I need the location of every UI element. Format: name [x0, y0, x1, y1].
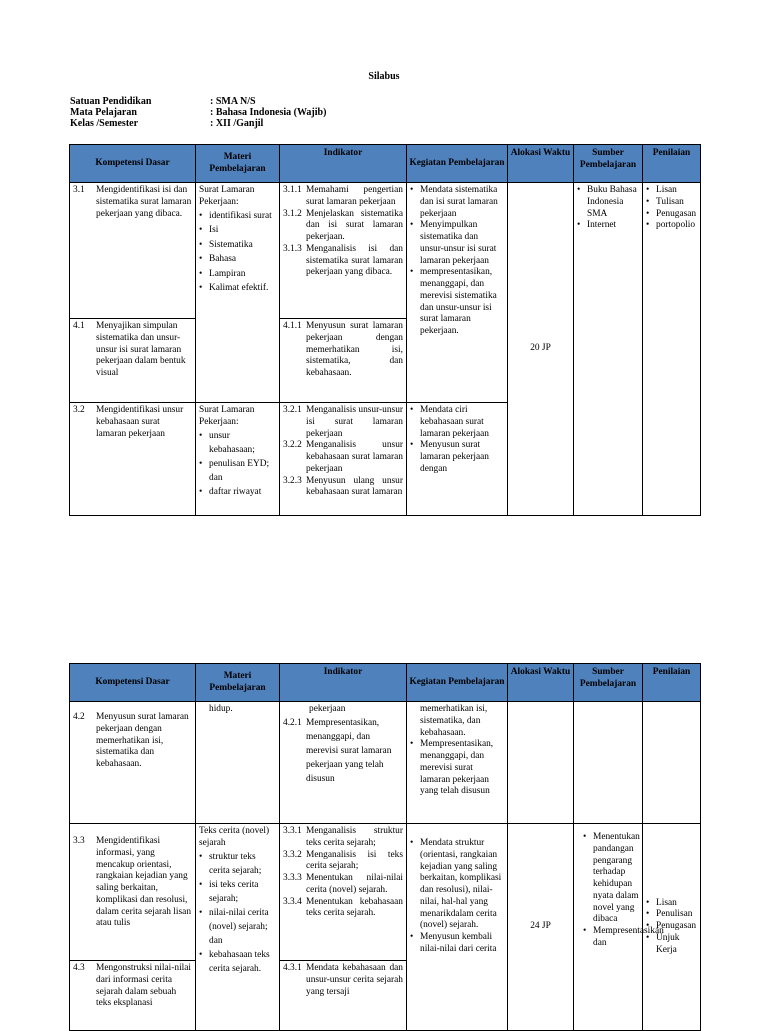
indikator-text: Menyusun surat lamaran pekerjaan dengan memerhatikan isi, sistematika, dan kebahasaan.	[306, 321, 403, 378]
indikator-text: Menganalisis isi dan sistematika surat lamaran pekerjaan yang dibaca.	[306, 243, 403, 278]
kd-cell	[70, 961, 196, 1031]
meta-row-satuan	[70, 96, 326, 107]
penilaian-list	[646, 185, 697, 232]
indikator-text: Menganalisis isi teks cerita sejarah;	[306, 849, 403, 872]
kegiatan-continued: memerhatikan isi, sistematika, dan kebahasaan.	[420, 704, 488, 738]
indikator-number: 3.2.1	[283, 405, 302, 415]
materi-heading: Surat Lamaran Pekerjaan:	[199, 185, 255, 207]
kd-number: 4.2	[73, 712, 85, 722]
indikator-text: Menganalisis unsur kebahasaan surat lamaran pekerjaan	[306, 440, 403, 474]
materi-cell	[196, 403, 280, 516]
indikator-number: 3.3.1	[283, 826, 302, 836]
list-item: • kebahasaan teks cerita sejarah.	[209, 948, 276, 976]
header-indikator: Indikator	[280, 664, 407, 702]
meta-label: Mata Pelajaran	[70, 107, 137, 118]
penilaian-cell	[643, 183, 701, 516]
list-item: • Menyimpulkan sistematika dan unsur-unsur isi surat lamaran pekerjaan	[420, 220, 504, 267]
kegiatan-cell	[407, 183, 508, 403]
materi-cell	[196, 824, 280, 1031]
header-kompetensi: Kompetensi Dasar	[70, 145, 196, 183]
materi-continued: hidup.	[209, 704, 233, 714]
kd-number: 4.3	[73, 963, 85, 973]
indikator-number: 4.1.1	[283, 321, 302, 331]
kd-cell	[70, 183, 196, 319]
kd-number: 4.1	[73, 321, 85, 331]
list-item: • Sistematika	[209, 238, 276, 253]
kd-text: Mengidentifikasi informasi, yang mencakup orientasi, rangkaian kejadian yang saling berkaitan, komplikasi dan resolusi, dalam cerita sejarah lisan atau tulis	[96, 836, 192, 929]
materi-heading: Teks cerita (novel) sejarah	[199, 826, 270, 848]
syllabus-table-1	[69, 144, 701, 516]
materi-list	[199, 209, 276, 296]
materi-cell	[196, 702, 280, 824]
meta-value: : SMA N/S	[210, 96, 256, 107]
indikator-number: 3.2.2	[283, 440, 302, 451]
indikator-number: 3.3.4	[283, 896, 302, 907]
list-item: • Bahasa	[209, 252, 276, 267]
alokasi-value: 24 JP	[530, 921, 551, 932]
materi-list	[199, 850, 276, 976]
header-kompetensi: Kompetensi Dasar	[70, 664, 196, 702]
header-materi: Materi Pembelajaran	[196, 664, 280, 702]
list-item: • identifikasi surat	[209, 209, 276, 224]
kegiatan-list	[410, 838, 504, 956]
kegiatan-cell	[407, 702, 508, 824]
indikator-text: Menentukan nilai-nilai cerita (novel) sejarah.	[306, 873, 403, 895]
list-item: • daftar riwayat	[209, 485, 276, 499]
indikator-text: Menganalisis struktur teks cerita sejarah;	[306, 826, 403, 848]
kegiatan-cell	[407, 824, 508, 1031]
indikator-cell	[280, 319, 407, 403]
header-kegiatan: Kegiatan Pembelajaran	[407, 664, 508, 702]
document-title: Silabus	[368, 71, 400, 82]
sumber-list	[577, 185, 639, 232]
list-item: • nilai-nilai cerita (novel) sejarah; dan	[209, 906, 276, 948]
kegiatan-list	[410, 739, 504, 798]
list-item: • Mendata sistematika dan isi surat lamaran pekerjaan	[420, 185, 504, 220]
indikator-text: Menganalisis unsur-unsur isi surat lamaran pekerjaan	[306, 405, 403, 439]
header-penilaian: Penilaian	[643, 664, 701, 702]
meta-row-kelas	[70, 118, 326, 129]
kegiatan-list	[410, 405, 504, 476]
list-item: • Internet	[587, 220, 639, 232]
header-sumber: Sumber Pembelajaran	[574, 145, 643, 183]
indikator-number: 3.2.3	[283, 475, 302, 486]
alokasi-cell	[508, 702, 574, 824]
list-item: • Isi	[209, 223, 276, 238]
list-item: • Mendata ciri kebahasaan surat lamaran pekerjaan	[420, 405, 504, 440]
list-item: • Menentukan pandangan pengarang terhadap kehidupan nyata dalam novel yang dibaca	[593, 832, 639, 926]
kd-cell	[70, 403, 196, 516]
alokasi-cell	[508, 824, 574, 1031]
sumber-cell	[574, 183, 643, 516]
meta-label: Satuan Pendidikan	[70, 96, 152, 107]
indikator-number: 3.3.3	[283, 873, 302, 883]
alokasi-value: 20 JP	[530, 343, 551, 354]
list-item: • Tulisan	[656, 197, 697, 209]
kd-number: 3.2	[73, 405, 85, 415]
indikator-number: 3.1.1	[283, 185, 302, 195]
sumber-cell	[574, 824, 664, 1031]
indikator-number: 4.2.1	[283, 717, 302, 728]
penilaian-cell	[643, 702, 701, 824]
indikator-number: 4.3.1	[283, 963, 302, 973]
header-materi: Materi Pembelajaran	[196, 145, 280, 183]
indikator-cell	[280, 403, 407, 516]
indikator-cell	[280, 824, 407, 961]
indikator-cell	[280, 183, 407, 319]
list-item: • Penugasan	[656, 921, 697, 933]
header-alokasi: Alokasi Waktu	[508, 664, 574, 702]
meta-label: Kelas /Semester	[70, 118, 139, 129]
list-item: • Lisan	[656, 898, 697, 910]
list-item: • mempresentasikan, menanggapi, dan merevisi sistematika dan unsur-unsur isi surat lamaran pekerjaan.	[420, 267, 504, 338]
list-item: • Menyusun kembali nilai-nilai dari cerita	[420, 932, 504, 956]
list-item: • Menyusun surat lamaran pekerjaan dengan	[420, 440, 504, 475]
list-item: • struktur teks cerita sejarah;	[209, 850, 276, 878]
document-meta	[70, 96, 326, 129]
sumber-list	[577, 832, 664, 950]
indikator-text: Memahami pengertian surat lamaran pekerjaan	[306, 185, 403, 207]
header-penilaian: Penilaian	[643, 145, 701, 183]
kd-text: Menyusun surat lamaran pekerjaan dengan memerhatikan isi, sistematika dan kebahasaan.	[96, 712, 189, 769]
header-kegiatan: Kegiatan Pembelajaran	[407, 145, 508, 183]
list-item: • portopolio	[656, 220, 697, 232]
header-indikator: Indikator	[280, 145, 407, 183]
list-item: • isi teks cerita sejarah;	[209, 878, 276, 906]
indikator-number: 3.3.2	[283, 849, 302, 860]
kegiatan-cell	[407, 403, 508, 516]
materi-heading: Surat Lamaran Pekerjaan:	[199, 405, 255, 427]
indikator-text: Menentukan kebahasaan teks cerita sejarah.	[306, 896, 403, 919]
list-item: • Mempresentasikan, menanggapi, dan merevisi surat lamaran pekerjaan yang telah disusun	[420, 739, 504, 798]
kd-text: Mengidentifikasi isi dan sistematika surat lamaran pekerjaan yang dibaca.	[96, 185, 192, 219]
list-item: • unsur kebahasaan;	[209, 429, 276, 457]
list-item: • Mendata struktur (orientasi, rangkaian kejadian yang saling berkaitan, komplikasi dan resolusi), nilai-nilai, hal-hal yang menarikdalam cerita (novel) sejarah.	[420, 838, 504, 932]
meta-row-mapel	[70, 107, 326, 118]
indikator-number: 3.1.3	[283, 243, 302, 254]
kd-number: 3.1	[73, 185, 85, 195]
list-item: • penulisan EYD; dan	[209, 457, 276, 485]
indikator-number: 3.1.2	[283, 208, 302, 219]
list-item: • Mempresentasikan dan	[593, 926, 639, 950]
list-item: • Lampiran	[209, 267, 276, 282]
list-item: • Penugasan	[656, 209, 697, 221]
indikator-cell	[280, 961, 407, 1031]
alokasi-cell	[508, 183, 574, 516]
syllabus-table-2	[69, 663, 701, 1031]
list-item: • Lisan	[656, 185, 697, 197]
indikator-cell	[280, 702, 407, 824]
list-item: • Unjuk Kerja	[656, 933, 697, 957]
indikator-continued: pekerjaan	[309, 704, 346, 714]
kd-number: 3.3	[73, 836, 85, 846]
header-alokasi: Alokasi Waktu	[508, 145, 574, 183]
list-item: • Kalimat efektif.	[209, 281, 276, 296]
kd-cell	[70, 824, 196, 961]
sumber-cell	[574, 702, 643, 824]
indikator-text: Mendata kebahasaan dan unsur-unsur cerita sejarah yang tersaji	[306, 963, 403, 997]
indikator-text: Menjelaskan sistematika dan isi surat lamaran pekerjaan.	[306, 208, 403, 242]
kd-text: Mengidentifikasi unsur kebahasaan surat lamaran pekerjaan	[96, 405, 184, 439]
header-sumber: Sumber Pembelajaran	[574, 664, 643, 702]
kd-text: Mengonstruksi nilai-nilai dari informasi cerita sejarah dalam sebuah teks eksplanasi	[96, 963, 192, 1009]
kd-cell	[70, 702, 196, 824]
meta-value: : XII /Ganjil	[210, 118, 264, 129]
list-item: • Penulisan	[656, 909, 697, 921]
indikator-text: Menyusun ulang unsur kebahasaan surat lamaran	[306, 475, 403, 498]
materi-list	[199, 429, 276, 499]
kegiatan-list	[410, 185, 504, 338]
list-item: • Buku Bahasa Indonesia SMA	[587, 185, 639, 220]
indikator-text: Mempresentasikan, menanggapi, dan merevisi surat lamaran pekerjaan yang telah disusun	[306, 717, 392, 784]
meta-value: : Bahasa Indonesia (Wajib)	[210, 107, 327, 118]
kd-cell	[70, 319, 196, 403]
materi-cell	[196, 183, 280, 403]
kd-text: Menyajikan simpulan sistematika dan unsur-unsur isi surat lamaran pekerjaan dalam bentuk visual	[96, 321, 186, 378]
